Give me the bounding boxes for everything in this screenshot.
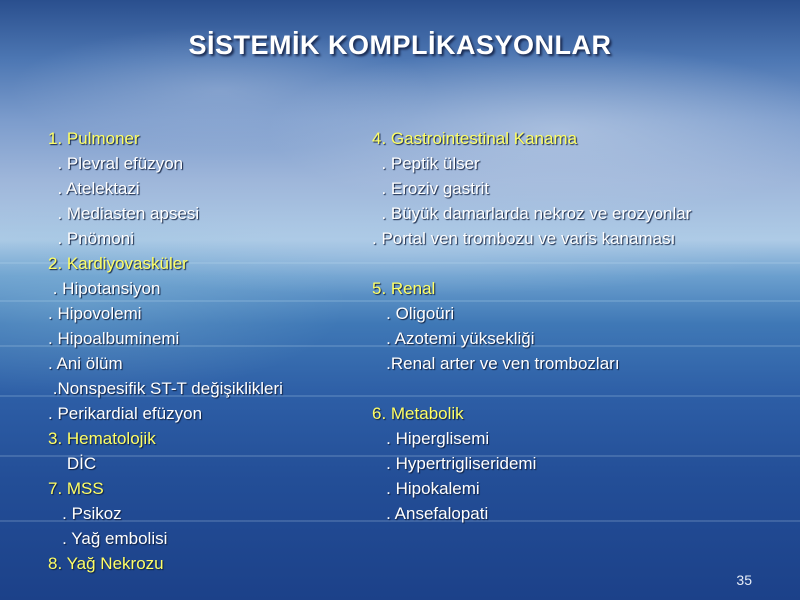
list-item: . Perikardial efüzyon — [48, 404, 203, 423]
list-item: . Hipovolemi — [48, 304, 142, 323]
list-item: DİC — [48, 454, 97, 473]
section-heading: 7. MSS — [48, 479, 104, 498]
section-heading: 6. Metabolik — [372, 404, 464, 423]
section-heading: 2. Kardiyovasküler — [48, 254, 188, 273]
list-item: . Portal ven trombozu ve varis kanaması — [372, 229, 676, 248]
list-item: . Ansefalopati — [372, 504, 489, 523]
section-heading: 8. Yağ Nekrozu — [48, 554, 164, 573]
list-item — [372, 376, 792, 401]
list-item: . Ani ölüm — [48, 354, 123, 373]
list-item: . Oligoüri — [372, 304, 455, 323]
list-item: . Hipotansiyon — [48, 279, 161, 298]
section-heading: 3. Hematolojik — [48, 429, 156, 448]
list-item — [372, 251, 792, 276]
slide-title: SİSTEMİK KOMPLİKASYONLAR — [188, 30, 612, 60]
left-column — [48, 126, 378, 576]
list-item: . Hypertrigliseridemi — [372, 454, 537, 473]
list-item: . Peptik ülser — [372, 154, 480, 173]
list-item: . Yağ embolisi — [48, 529, 168, 548]
list-item: . Büyük damarlarda nekroz ve erozyonlar — [372, 204, 692, 223]
list-item: . Hipoalbuminemi — [48, 329, 180, 348]
list-item: .Renal arter ve ven trombozları — [372, 354, 620, 373]
list-item: . Atelektazi — [48, 179, 140, 198]
list-item: . Mediasten apsesi — [48, 204, 200, 223]
list-item: . Pnömoni — [48, 229, 134, 248]
list-item: . Hipokalemi — [372, 479, 480, 498]
section-heading: 5. Renal — [372, 279, 436, 298]
right-column — [372, 126, 792, 526]
list-item: . Psikoz — [48, 504, 122, 523]
list-item: . Azotemi yüksekliği — [372, 329, 535, 348]
page-number: 35 — [736, 572, 752, 588]
list-item: . Eroziv gastrit — [372, 179, 490, 198]
section-heading: 4. Gastrointestinal Kanama — [372, 129, 578, 148]
section-heading: 1. Pulmoner — [48, 129, 140, 148]
list-item: . Plevral efüzyon — [48, 154, 184, 173]
list-item: . Hiperglisemi — [372, 429, 490, 448]
list-item: .Nonspesifik ST-T değişiklikleri — [48, 379, 283, 398]
